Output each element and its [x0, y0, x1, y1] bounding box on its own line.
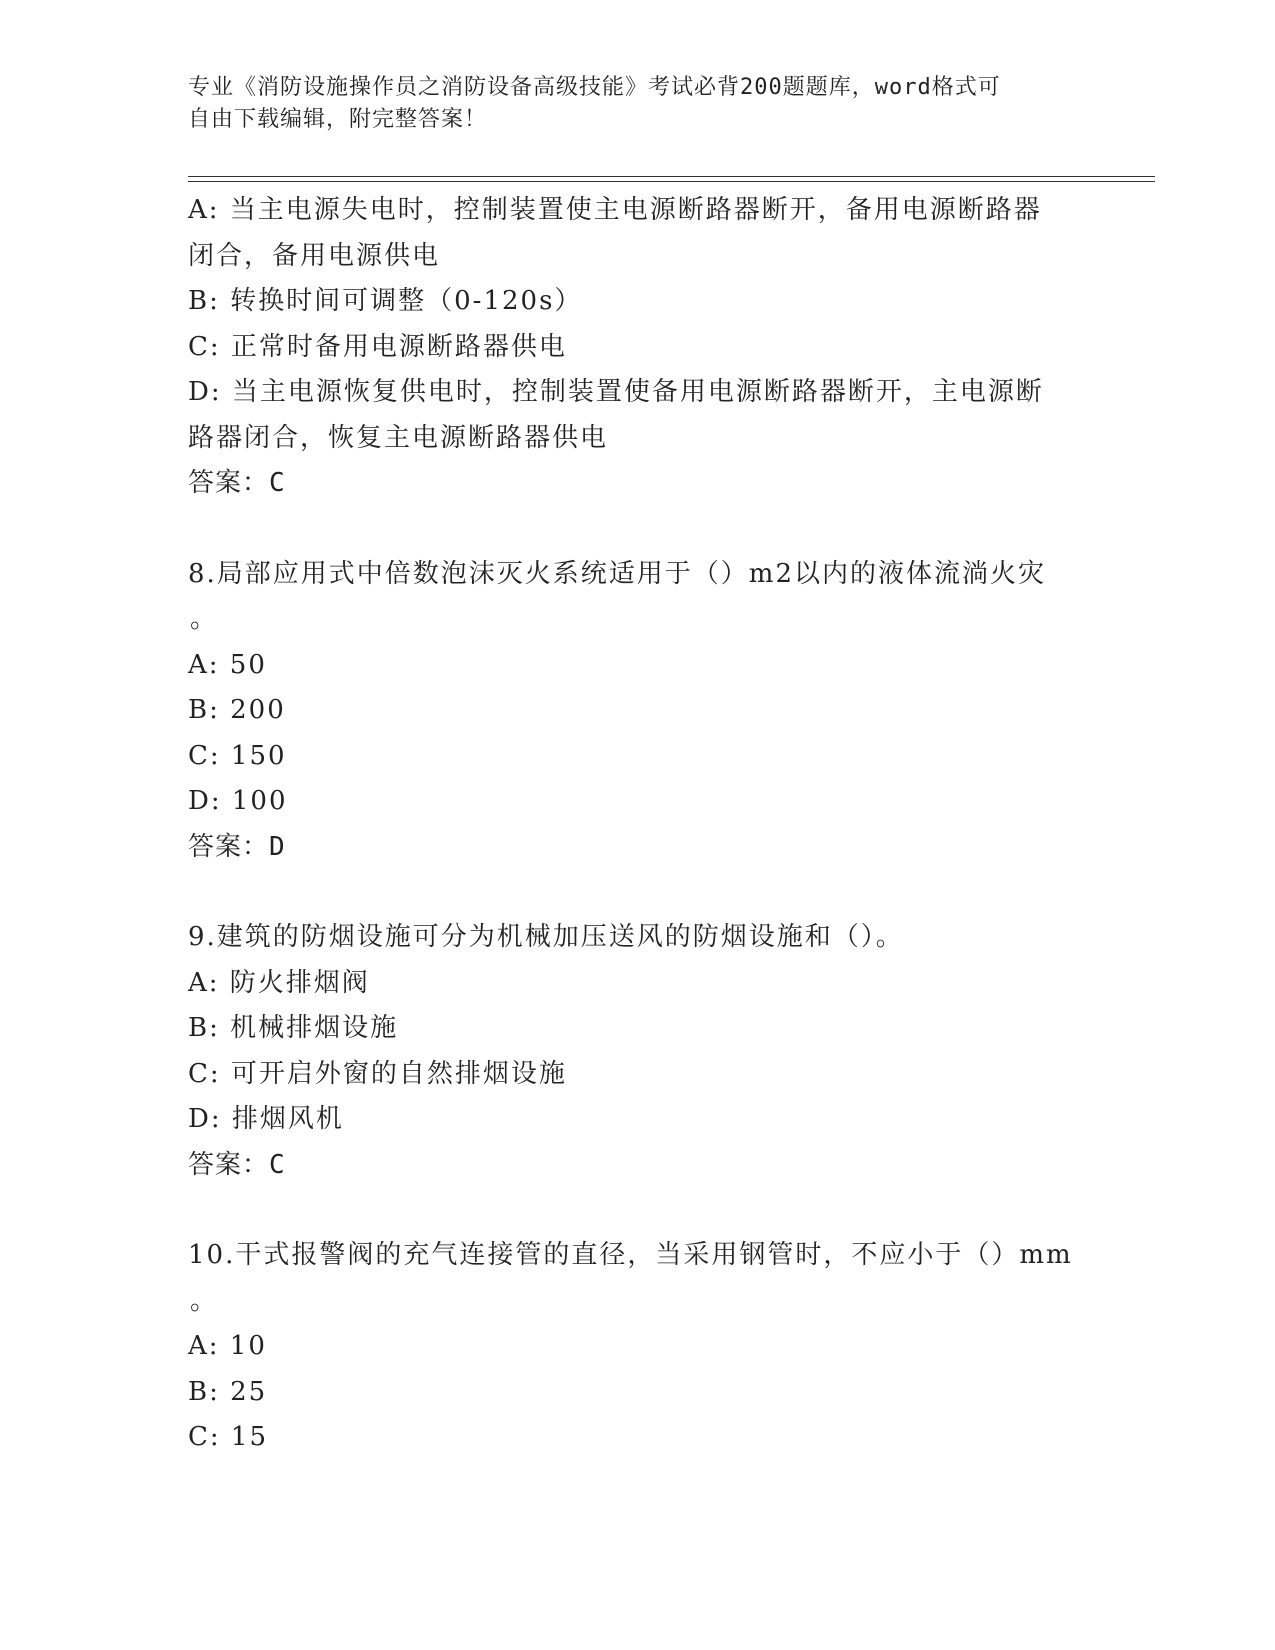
- option-c: C: 可开启外窗的自然排烟设施: [188, 1058, 567, 1089]
- option-b: B: 200: [188, 695, 286, 725]
- question-list: [188, 188, 1088, 1461]
- answer: 答案：C: [188, 1149, 286, 1180]
- option-a: A: 10: [188, 1331, 267, 1361]
- answer: 答案：C: [188, 468, 286, 498]
- question-stem-line-1: 10.干式报警阀的充气连接管的直径，当采用钢管时，不应小于（）mm: [188, 1240, 1073, 1270]
- option-a-line-2: 闭合，备用电源供电: [188, 240, 441, 271]
- question-stem-line-2: 。: [190, 1285, 219, 1316]
- option-a: A: 防火排烟阀: [188, 967, 370, 998]
- option-d-line-2: 路器闭合，恢复主电源断路器供电: [188, 422, 609, 453]
- option-b: B: 25: [188, 1376, 268, 1407]
- answer: 答案：D: [188, 831, 286, 862]
- document-header: [188, 72, 1088, 136]
- option-b: B: 转换时间可调整（0-120s）: [188, 286, 583, 316]
- option-a: A: 50: [188, 649, 267, 680]
- question-9: [188, 915, 1088, 1188]
- header-line-2: 自由下载编辑，附完整答案！: [188, 107, 488, 132]
- option-b: B: 机械排烟设施: [188, 1013, 399, 1043]
- option-d: D: 100: [188, 786, 288, 816]
- question-stem-line-1: 8.局部应用式中倍数泡沫灭火系统适用于（）m2以内的液体流淌火灾: [188, 558, 1047, 589]
- question-10: [188, 1233, 1088, 1461]
- option-d-line-1: D: 当主电源恢复供电时，控制装置使备用电源断路器断开，主电源断: [188, 377, 1044, 407]
- question-stem: 9.建筑的防烟设施可分为机械加压送风的防烟设施和（）。: [188, 922, 904, 952]
- question-7: [188, 188, 1088, 507]
- header-divider-top: [188, 176, 1155, 177]
- option-c: C: 150: [188, 740, 287, 771]
- option-c: C: 正常时备用电源断路器供电: [188, 331, 567, 362]
- header-divider-bottom: [188, 181, 1155, 182]
- question-8: [188, 552, 1088, 871]
- option-c: C: 15: [188, 1422, 269, 1452]
- option-d: D: 排烟风机: [188, 1104, 344, 1134]
- question-stem-line-2: 。: [190, 604, 219, 634]
- option-a-line-1: A: 当主电源失电时，控制装置使主电源断路器断开，备用电源断路器: [188, 195, 1042, 225]
- header-line-1: 专业《消防设施操作员之消防设备高级技能》考试必背200题题库，word格式可: [188, 75, 1001, 100]
